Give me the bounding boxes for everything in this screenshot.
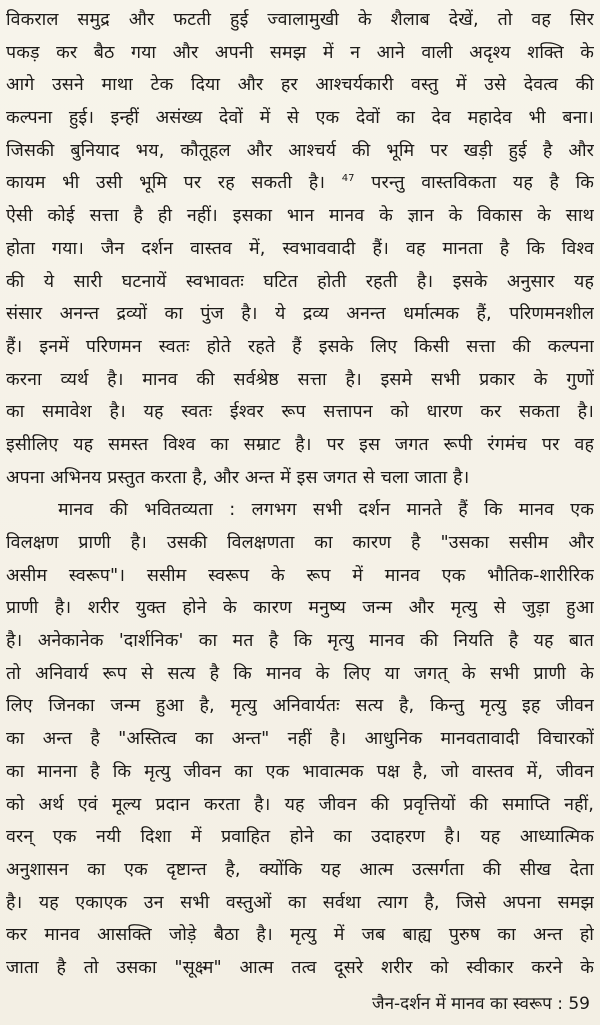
text-line: का अन्त है "अस्तित्व का अन्त" नहीं है। आधुनिक मानवतावादी विचारकों [6, 728, 594, 750]
section-heading: मानव की भवितव्यता : [58, 499, 236, 521]
text-line: संसार अनन्त द्रव्यों का पुंज है। ये द्रव्य अनन्त धर्मात्मक हैं, परिणमनशील [6, 303, 594, 325]
text-line: करना व्यर्थ है। मानव की सर्वश्रेष्ठ सत्ता है। इसमे सभी प्रकार के गुणों [6, 368, 594, 390]
text-line: हैं। इनमें परिणमन स्वतः होते रहते हैं इसके लिए किसी सत्ता की कल्पना [6, 335, 594, 357]
text-line: तो अनिवार्य रूप से सत्य है कि मानव के लिए या जगत् के सभी प्राणी के [6, 662, 594, 684]
page-number: 59 [568, 994, 590, 1014]
text-line: अनुशासन का एक दृष्टान्त है, क्योंकि यह आत्म उत्सर्गता की सीख देता [6, 858, 594, 880]
show-through-text [40, 974, 560, 984]
text-line: जाता है तो उसका "सूक्ष्म" आत्म तत्व दूसरे शरीर को स्वीकार करने के [6, 956, 594, 978]
text-line: का समावेश है। यह स्वतः ईश्वर रूप सत्तापन को धारण कर सकता है। [6, 401, 594, 423]
text-line: है। यह एकाएक उन सभी वस्तुओं का सर्वथा त्याग है, जिसे अपना समझ [6, 891, 594, 913]
text-line: ऐसी कोई सत्ता है ही नहीं। इसका भान मानव के ज्ञान के विकास के साथ [6, 205, 594, 227]
body-text [6, 4, 594, 985]
text-line: लिए जिनका जन्म हुआ है, मृत्यु अनिवार्यतः सत्य है, किन्तु मृत्यु इह जीवन [6, 695, 594, 717]
text-line: इसीलिए यह समस्त विश्व का सम्राट है। पर इस जगत रूपी रंगमंच पर वह [6, 433, 594, 455]
text-line: का मानना है कि मृत्यु जीवन का एक भावात्मक पक्ष है, जो वास्तव में, जीवन [6, 760, 594, 782]
text-line: कल्पना हुई। इन्हीं असंख्य देवों में से एक देवों का देव महादेव भी बना। [6, 107, 594, 129]
text-line: विकराल समुद्र और फटती हुई ज्वालामुखी के शैलाब देखें, तो वह सिर [6, 9, 594, 30]
text-line: अपना अभिनय प्रस्तुत करता है, और अन्त में इस जगत से चला जाता है। [6, 466, 470, 488]
text-line: की ये सारी घटनायें स्वभावतः घटित होती रहती है। इसके अनुसार यह [6, 270, 594, 292]
footnote-marker: 47 [341, 173, 355, 185]
text-line [6, 167, 594, 200]
text-line-start: कायम भी उसी भूमि पर रह सकती है। [6, 172, 326, 194]
paragraph-start-line [6, 494, 594, 527]
text-line: कर मानव आसक्ति जोड़े बैठा है। मृत्यु में जब बाह्य पुरुष का अन्त हो [6, 924, 594, 946]
text-line: जिसकी बुनियाद भय, कौतूहल और आश्चर्य की भूमि पर खड़ी हुई है और [6, 139, 594, 161]
text-line: प्राणी है। शरीर युक्त होने के कारण मनुष्य जन्म और मृत्यु से जुड़ा हुआ [6, 597, 594, 619]
text-line: आगे उसने माथा टेक दिया और हर आश्चर्यकारी वस्तु में उसे देवत्व की [6, 74, 594, 96]
text-line: होता गया। जैन दर्शन वास्तव में, स्वभाववादी हैं। वह मानता है कि विश्व [6, 237, 594, 259]
text-line: वरन् एक नयी दिशा में प्रवाहित होने का उदाहरण है। यह आध्यात्मिक [6, 826, 594, 848]
text-line-end: परन्तु वास्तविकता यह है कि [354, 172, 594, 194]
text-line: है। अनेकानेक 'दार्शनिक' का मत है कि मृत्यु मानव की नियति है यह बात [6, 630, 594, 652]
text-line: को अर्थ एवं मूल्य प्रदान करता है। यह जीवन की प्रवृत्तियों की समाप्ति नहीं, [6, 793, 594, 815]
running-title: जैन-दर्शन में मानव का स्वरूप : [371, 994, 563, 1014]
text-line: विलक्षण प्राणी है। उसकी विलक्षणता का कारण है "उसका ससीम और [6, 532, 594, 553]
text-line-end: लगभग सभी दर्शन मानते हैं कि मानव एक [235, 499, 594, 521]
page-footer [372, 990, 590, 1018]
text-line: असीम स्वरूप"। ससीम स्वरूप के रूप में मानव एक भौतिक-शारीरिक [6, 564, 594, 586]
text-line: पकड़ कर बैठ गया और अपनी समझ में न आने वाली अदृश्य शक्ति के [6, 41, 594, 63]
